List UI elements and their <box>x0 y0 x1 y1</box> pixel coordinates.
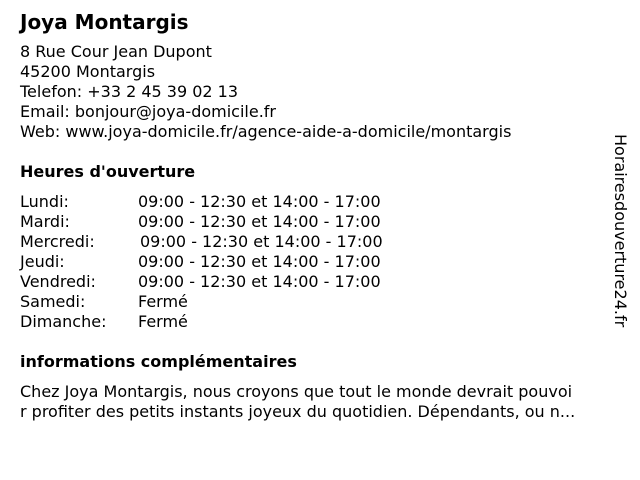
hours-row-sunday <box>20 312 620 332</box>
day-label: Vendredi: <box>20 272 96 291</box>
day-hours: 09:00 - 12:30 et 14:00 - 17:00 <box>138 272 381 291</box>
info-description <box>20 382 626 422</box>
hours-row-tuesday <box>20 212 620 232</box>
day-hours: 09:00 - 12:30 et 14:00 - 17:00 <box>138 212 381 231</box>
day-label: Mercredi: <box>20 232 95 251</box>
email-line[interactable]: Email: bonjour@joya-domicile.fr <box>20 102 276 121</box>
day-hours: 09:00 - 12:30 et 14:00 - 17:00 <box>138 252 381 271</box>
hours-row-thursday <box>20 252 620 272</box>
day-label: Lundi: <box>20 192 69 211</box>
day-hours: Fermé <box>138 312 188 331</box>
hours-row-friday <box>20 272 620 292</box>
business-name: Joya Montargis <box>20 10 189 34</box>
address-line-2: 45200 Montargis <box>20 62 156 81</box>
day-hours: 09:00 - 12:30 et 14:00 - 17:00 <box>140 232 383 251</box>
hours-row-saturday <box>20 292 620 312</box>
web-line[interactable]: Web: www.joya-domicile.fr/agence-aide-a-domicile/montargis <box>20 122 512 141</box>
info-line-1: Chez Joya Montargis, nous croyons que tout le monde devrait pouvoi <box>20 382 573 401</box>
info-heading: informations complémentaires <box>20 352 297 371</box>
day-label: Dimanche: <box>20 312 107 331</box>
business-card <box>20 8 620 422</box>
info-line-2: r profiter des petits instants joyeux du quotidien. Dépendants, ou n... <box>20 402 576 421</box>
address-line-1: 8 Rue Cour Jean Dupont <box>20 42 212 61</box>
hours-table <box>20 192 620 332</box>
phone-line[interactable]: Telefon: +33 2 45 39 02 13 <box>20 82 239 101</box>
day-label: Jeudi: <box>20 252 65 271</box>
site-watermark: Horairesdouverture24.fr <box>611 134 630 328</box>
hours-heading: Heures d'ouverture <box>20 162 196 181</box>
day-hours: Fermé <box>138 292 188 311</box>
hours-row-wednesday <box>20 232 620 252</box>
day-label: Mardi: <box>20 212 70 231</box>
day-hours: 09:00 - 12:30 et 14:00 - 17:00 <box>138 192 381 211</box>
hours-row-monday <box>20 192 620 212</box>
day-label: Samedi: <box>20 292 86 311</box>
